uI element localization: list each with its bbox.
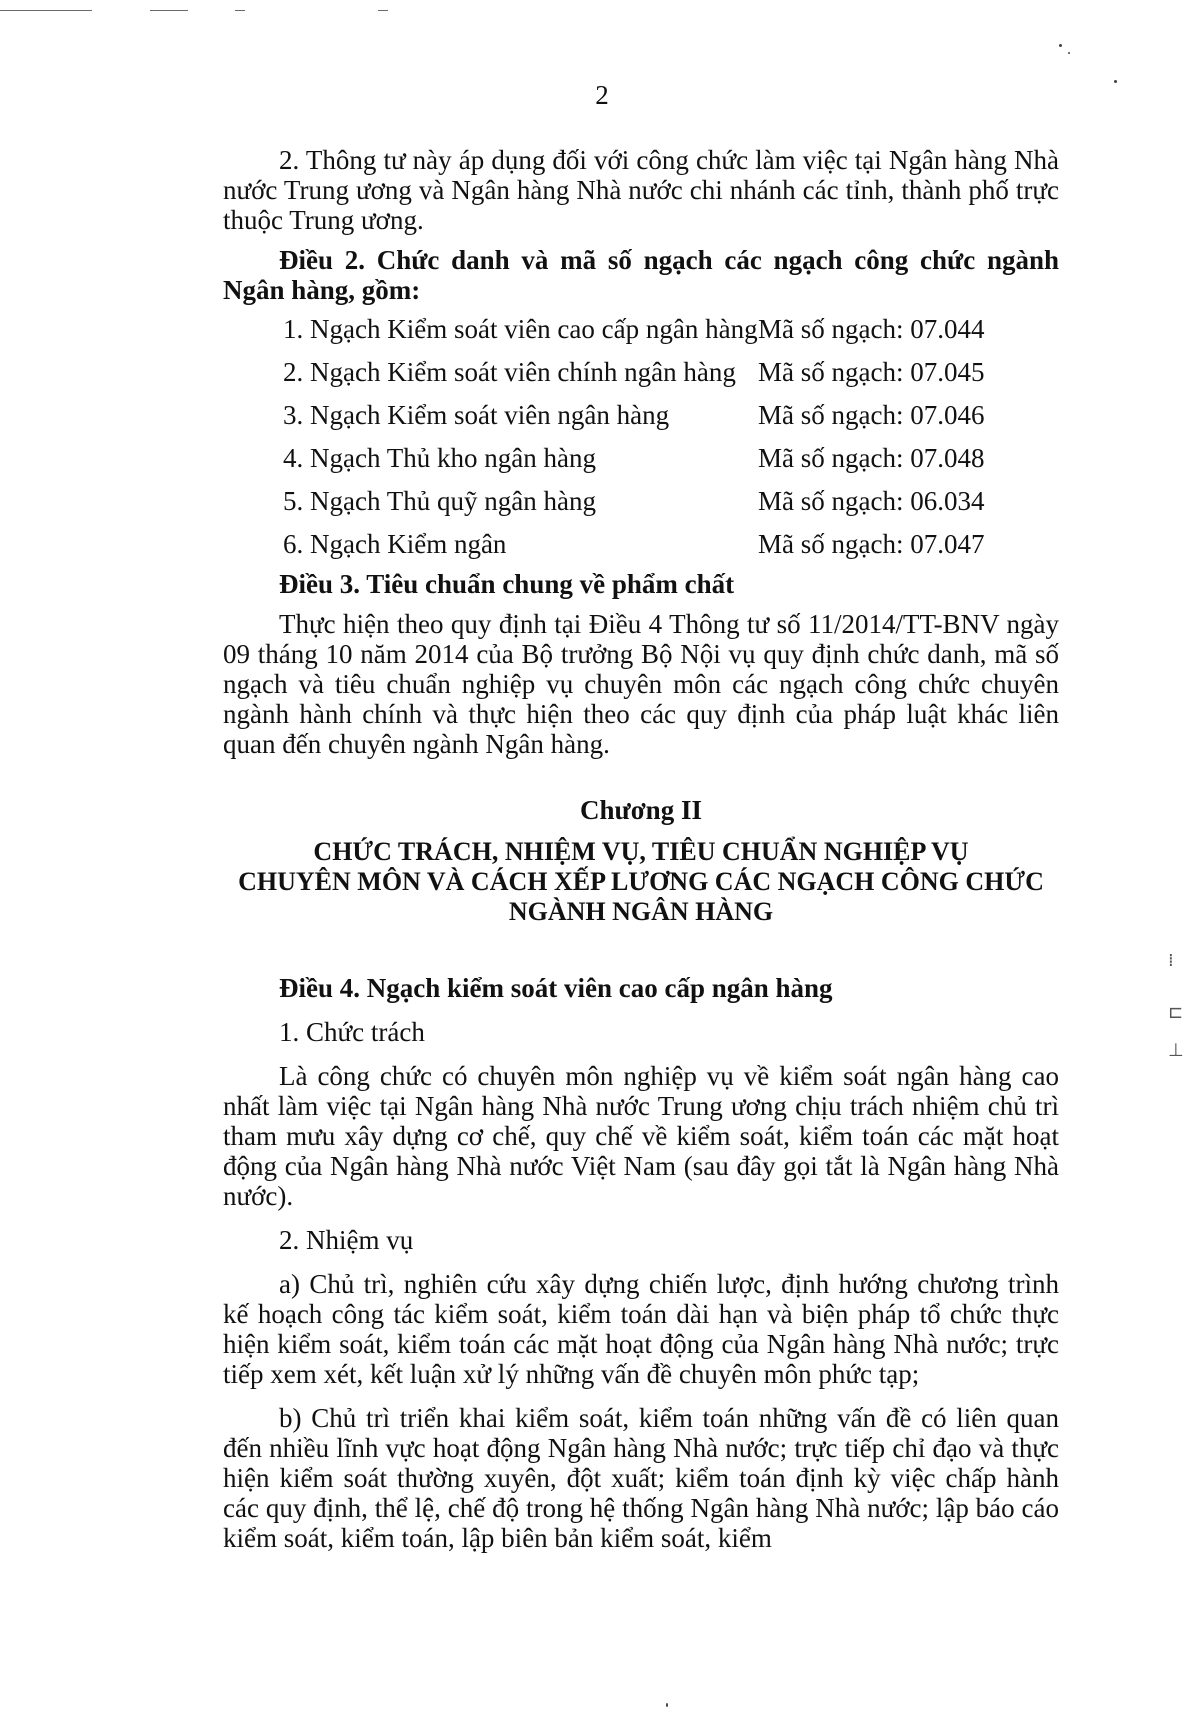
- rank-name: 2. Ngạch Kiểm soát viên chính ngân hàng: [283, 356, 736, 387]
- list-item: [223, 436, 1059, 479]
- chapter-label: Chương II: [580, 795, 702, 825]
- scan-mark: [150, 10, 188, 11]
- rank-name: 1. Ngạch Kiểm soát viên cao cấp ngân hàng: [283, 313, 758, 344]
- rank-name: 3. Ngạch Kiểm soát viên ngân hàng: [283, 399, 670, 430]
- document-body: [223, 145, 1059, 1553]
- article-4-subheading: 1. Chức trách: [279, 1017, 425, 1047]
- page-number: 2: [595, 80, 609, 110]
- article-4-item: a) Chủ trì, nghiên cứu xây dựng chiến lược, định hướng chương trình kế hoạch công tác kiểm soát, kiểm toán dài hạn và biện pháp tổ chức thực hiện kiểm soát, kiểm toán các mặt hoạt động của Ngân hàng Nhà nước; trực tiếp xem xét, kết luận xử lý những vấn đề chuyên môn phức tạp;: [223, 1269, 1059, 1389]
- rank-name: 4. Ngạch Thủ kho ngân hàng: [283, 442, 596, 473]
- scan-dot: [1059, 44, 1062, 47]
- chapter-title-line: CHỨC TRÁCH, NHIỆM VỤ, TIÊU CHUẨN NGHIỆP VỤ: [313, 837, 969, 866]
- scan-mark: [378, 10, 388, 11]
- chapter-title-line: NGÀNH NGÂN HÀNG: [508, 897, 774, 926]
- article-4-heading: Điều 4. Ngạch kiểm soát viên cao cấp ngân hàng: [279, 973, 833, 1003]
- rank-code: Mã số ngạch: 07.045: [758, 356, 985, 387]
- rank-name: 6. Ngạch Kiểm ngân: [283, 528, 507, 559]
- list-item: [223, 307, 1059, 350]
- rank-code: Mã số ngạch: 07.048: [758, 442, 985, 473]
- article-3-heading: Điều 3. Tiêu chuẩn chung về phẩm chất: [279, 569, 735, 599]
- scan-dot: [666, 1703, 668, 1707]
- rank-name: 5. Ngạch Thủ quỹ ngân hàng: [283, 485, 596, 516]
- article-4-subheading: 2. Nhiệm vụ: [279, 1225, 414, 1255]
- scan-dot: [1068, 52, 1070, 54]
- scan-mark: [0, 10, 92, 11]
- list-item: [223, 393, 1059, 436]
- article-4-item: b) Chủ trì triển khai kiểm soát, kiểm toán những vấn đề có liên quan đến nhiều lĩnh vực hoạt động Ngân hàng Nhà nước; trực tiếp chỉ đạo và thực hiện kiểm soát thường xuyên, đột xuất; kiểm toán định kỳ việc chấp hành các quy định, thể lệ, chế độ trong hệ thống Ngân hàng Nhà nước; lập báo cáo kiểm soát, kiểm toán, lập biên bản kiểm soát, kiểm: [223, 1403, 1059, 1553]
- rank-list: [223, 307, 1059, 565]
- chapter-title-line: CHUYÊN MÔN VÀ CÁCH XẾP LƯƠNG CÁC NGẠCH CÔNG CHỨC: [238, 867, 1044, 896]
- margin-mark: ⊏: [1168, 1002, 1184, 1023]
- list-item: [223, 522, 1059, 565]
- article-2-heading: Điều 2. Chức danh và mã số ngạch các ngạch công chức ngành Ngân hàng, gồm:: [223, 245, 1059, 305]
- article-3-body: Thực hiện theo quy định tại Điều 4 Thông tư số 11/2014/TT-BNV ngày 09 tháng 10 năm 2014 của Bộ trưởng Bộ Nội vụ quy định chức danh, mã số ngạch và tiêu chuẩn nghiệp vụ chuyên môn các ngạch công chức chuyên ngành hành chính và thực hiện theo các quy định của pháp luật khác liên quan đến chuyên ngành Ngân hàng.: [223, 609, 1059, 759]
- rank-code: Mã số ngạch: 07.044: [758, 313, 985, 344]
- list-item: [223, 479, 1059, 522]
- rank-code: Mã số ngạch: 07.047: [758, 528, 985, 559]
- clause-2: 2. Thông tư này áp dụng đối với công chức làm việc tại Ngân hàng Nhà nước Trung ương và Ngân hàng Nhà nước chi nhánh các tỉnh, thành phố trực thuộc Trung ương.: [223, 145, 1059, 235]
- list-item: [223, 350, 1059, 393]
- rank-code: Mã số ngạch: 07.046: [758, 399, 985, 430]
- scan-mark: [235, 10, 245, 11]
- article-4-body: Là công chức có chuyên môn nghiệp vụ về kiểm soát ngân hàng cao nhất làm việc tại Ngân hàng Nhà nước Trung ương chịu trách nhiệm chủ trì tham mưu xây dựng cơ chế, quy chế về kiểm soát, kiểm toán các mặt hoạt động của Ngân hàng Nhà nước Việt Nam (sau đây gọi tắt là Ngân hàng Nhà nước).: [223, 1061, 1059, 1211]
- margin-mark: ⁞: [1168, 950, 1174, 971]
- rank-code: Mã số ngạch: 06.034: [758, 485, 985, 516]
- margin-mark: ⊥: [1168, 1040, 1184, 1061]
